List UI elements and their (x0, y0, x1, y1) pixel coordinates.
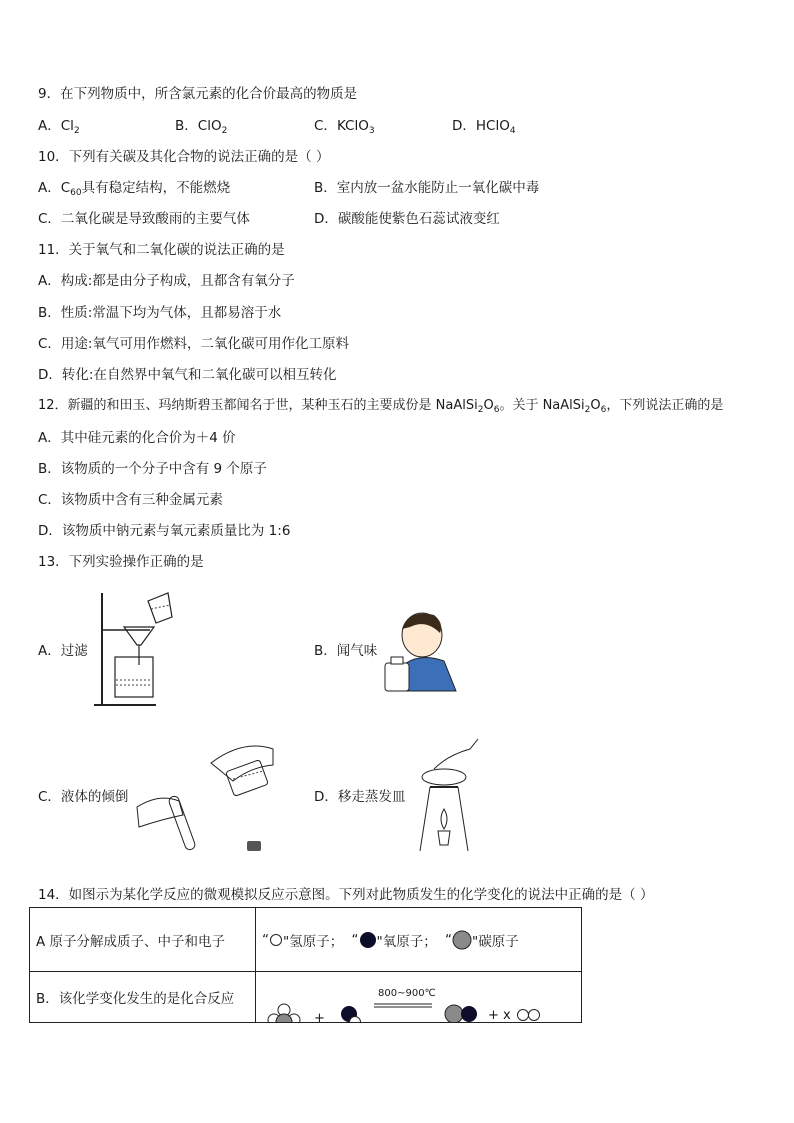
q14-legend: “ "氢原子； “ "氧原子； “ "碳原子 (256, 908, 582, 972)
q10-option-b[interactable]: B．室内放一盆水能防止一氧化碳中毒 (314, 180, 540, 196)
hydrogen-atom-icon (269, 933, 283, 947)
q11-option-d[interactable]: D．转化:在自然界中氧气和二氧化碳可以相互转化 (38, 367, 337, 383)
reaction-condition: 800~900℃ (378, 988, 436, 999)
q13-option-b[interactable]: B．闻气味 (314, 643, 378, 659)
q10-option-d[interactable]: D．碳酸能使紫色石蕊试液变红 (314, 211, 500, 227)
q9-stem: 9．在下列物质中，所含氯元素的化合价最高的物质是 (38, 86, 358, 102)
pouring-figure (133, 735, 283, 857)
reaction-diagram (256, 972, 576, 1022)
q14-reaction (256, 972, 582, 1023)
q13-option-c[interactable]: C．液体的倾倒 (38, 789, 129, 805)
q10-stem: 10．下列有关碳及其化合物的说法正确的是（ ） (38, 149, 330, 165)
carbon-atom-icon (452, 930, 472, 950)
q12-option-c[interactable]: C．该物质中含有三种金属元素 (38, 492, 223, 508)
q9-option-a[interactable]: A．$Cl_2$ (38, 118, 80, 136)
q12-stem: 12．新疆的和田玉、玛纳斯碧玉都闻名于世，某种玉石的主要成份是 $NaAlSi_2O_6$。关于 $NaAlSi_2O_6$，下列说法正确的是 (38, 398, 724, 415)
q14-table (29, 907, 582, 1023)
q13-option-a[interactable]: A．过滤 (38, 643, 88, 659)
q10-option-c[interactable]: C．二氧化碳是导致酸雨的主要气体 (38, 211, 250, 227)
q9-option-b[interactable]: B．ClO$_2$ (175, 118, 228, 136)
evaporating-dish-figure (412, 735, 492, 855)
q9-option-c[interactable]: C．KClO$_3$ (314, 118, 375, 136)
q13-option-d[interactable]: D．移走蒸发皿 (314, 789, 406, 805)
q11-option-b[interactable]: B．性质:常温下均为气体，且都易溶于水 (38, 305, 282, 321)
smelling-figure (382, 605, 462, 695)
q10-option-a[interactable]: A．$C_{60}$具有稳定结构，不能燃烧 (38, 180, 231, 198)
filtration-figure (90, 585, 190, 710)
oxygen-atom-icon (359, 931, 377, 949)
product-coefficient: + x (488, 1008, 511, 1022)
q12-option-b[interactable]: B．该物质的一个分子中含有 9 个原子 (38, 461, 267, 477)
q13-stem: 13．下列实验操作正确的是 (38, 554, 204, 570)
q11-stem: 11．关于氧气和二氧化碳的说法正确的是 (38, 242, 285, 258)
q11-option-c[interactable]: C．用途:氧气可用作燃料，二氧化碳可用作化工原料 (38, 336, 349, 352)
q14-option-a[interactable]: A 原子分解成质子、中子和电子 (30, 908, 256, 972)
q11-option-a[interactable]: A．构成:都是由分子构成，且都含有氧分子 (38, 273, 295, 289)
plus-sign: + (314, 1011, 325, 1022)
q12-option-a[interactable]: A．其中硅元素的化合价为＋4 价 (38, 430, 236, 446)
q12-option-d[interactable]: D．该物质中钠元素与氧元素质量比为 1:6 (38, 523, 291, 539)
q14-option-b[interactable]: B．该化学变化发生的是化合反应 (30, 972, 256, 1023)
q9-option-d[interactable]: D．HClO$_4$ (452, 118, 516, 136)
q14-stem: 14．如图示为某化学反应的微观模拟反应示意图。下列对此物质发生的化学变化的说法中正确的是（ ） (38, 887, 654, 903)
